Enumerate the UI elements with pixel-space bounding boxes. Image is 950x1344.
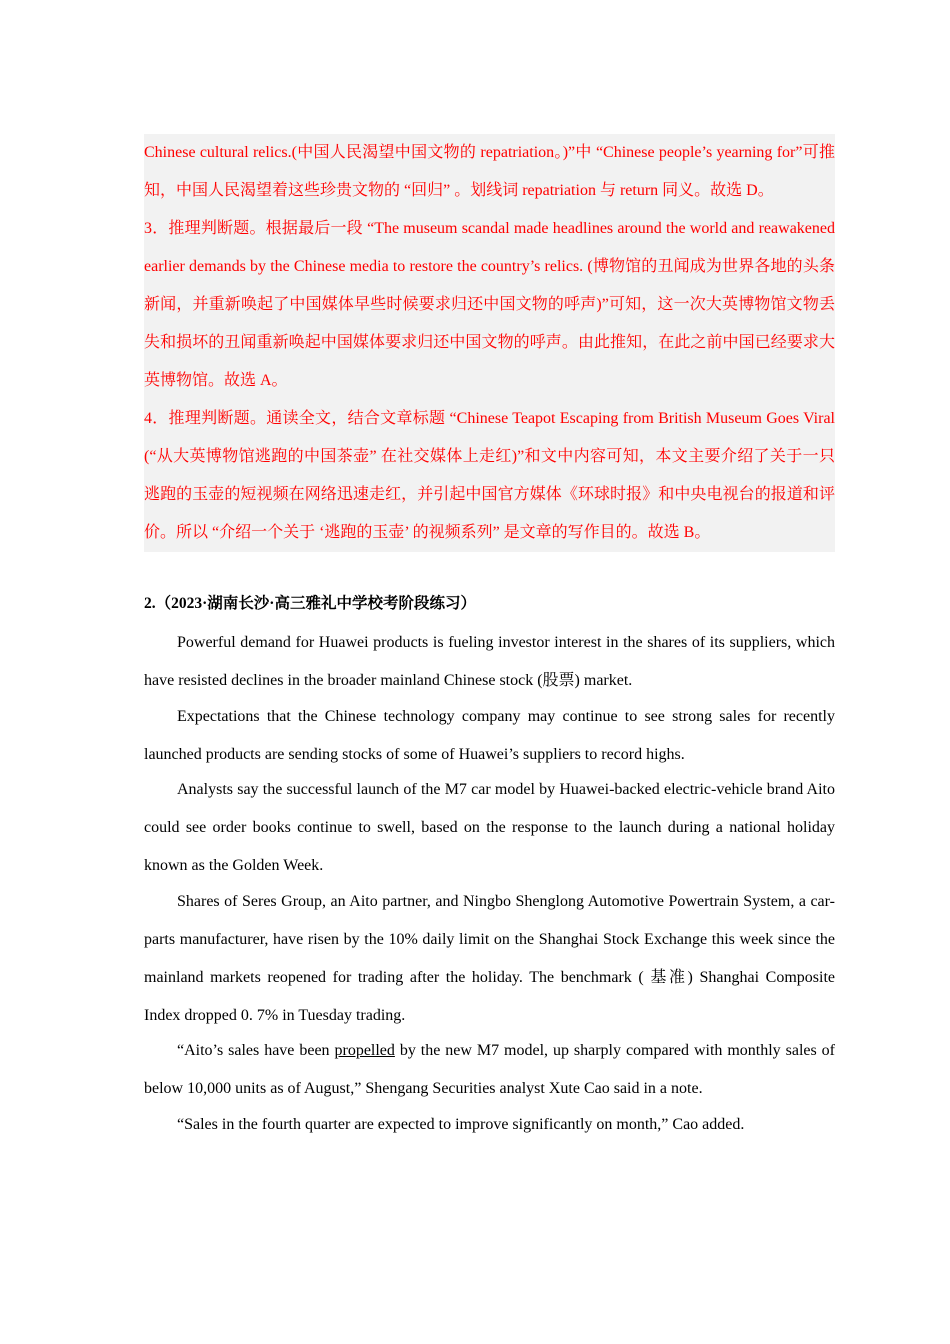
answer-explanation-box: [144, 134, 835, 552]
passage-paragraph-6: “Sales in the fourth quarter are expected to improve significantly on month,” Cao added.: [177, 1115, 745, 1133]
passage-paragraph-1: Powerful demand for Huawei products is fueling investor interest in the shares of its suppliers, which have resisted declines in the broader mainland Chinese stock (股票) market.: [144, 634, 835, 689]
passage-paragraph-4: Shares of Seres Group, an Aito partner, and Ningbo Shenglong Automotive Powertrain System, a car-parts manufacturer, have risen by the 10% daily limit on the Shanghai Stock Exchange this week since the mainland markets reopened for trading after the holiday. The benchmark ( 基准) Shanghai Composite Index dropped 0. 7% in Tuesday trading.: [144, 892, 835, 1024]
p5-text-before: “Aito’s sales have been: [177, 1042, 335, 1059]
p5-text-after: by the new M7 model, up sharply compared with monthly sales of below 10,000 units as of August,” Shengang Securities analyst Xute Cao said in a note.: [144, 1042, 835, 1097]
answer-paragraph-2-cont: Chinese cultural relics.(中国人民渴望中国文物的 repatriation。)”中 “Chinese people’s yearning for”可推知，中国人民渴望着这些珍贵文物的 “回归” 。划线词 repatriation 与 return 同义。故选 D。: [144, 144, 835, 199]
passage-paragraph-3: Analysts say the successful launch of the M7 car model by Huawei-backed electric-vehicle brand Aito could see order books continue to swell, based on the response to the launch during a national holiday known as the Golden Week.: [144, 781, 835, 874]
answer-paragraph-4: 4．推理判断题。通读全文，结合文章标题 “Chinese Teapot Escaping from British Museum Goes Viral (“从大英博物馆逃跑的中国茶壶” 在社交媒体上走红)”和文中内容可知，本文主要介绍了关于一只逃跑的玉壶的短视频在网络迅速走红，并引起中国官方媒体《环球时报》和中央电视台的报道和评价。所以 “介绍一个关于 ‘逃跑的玉壶’ 的视频系列” 是文章的写作目的。故选 B。: [144, 410, 835, 541]
document-page: [144, 134, 835, 1144]
passage-paragraph-2: Expectations that the Chinese technology company may continue to see strong sales for recently launched products are sending stocks of some of Huawei’s suppliers to record highs.: [144, 707, 835, 763]
passage-paragraph-5: [144, 1032, 835, 1108]
underlined-word: propelled: [334, 1042, 395, 1059]
question-heading: 2.（2023·湖南长沙·高三雅礼中学校考阶段练习）: [144, 595, 476, 612]
answer-paragraph-3: 3．推理判断题。根据最后一段 “The museum scandal made headlines around the world and reawakened earlier demands by the Chinese media to restore the country’s relics. (博物馆的丑闻成为世界各地的头条新闻，并重新唤起了中国媒体早些时候要求归还中国文物的呼声)”可知，这一次大英博物馆文物丢失和损坏的丑闻重新唤起中国媒体要求归还中国文物的呼声。由此推知，在此之前中国已经要求大英博物馆。故选 A。: [144, 220, 835, 389]
reading-passage: [144, 624, 835, 1144]
